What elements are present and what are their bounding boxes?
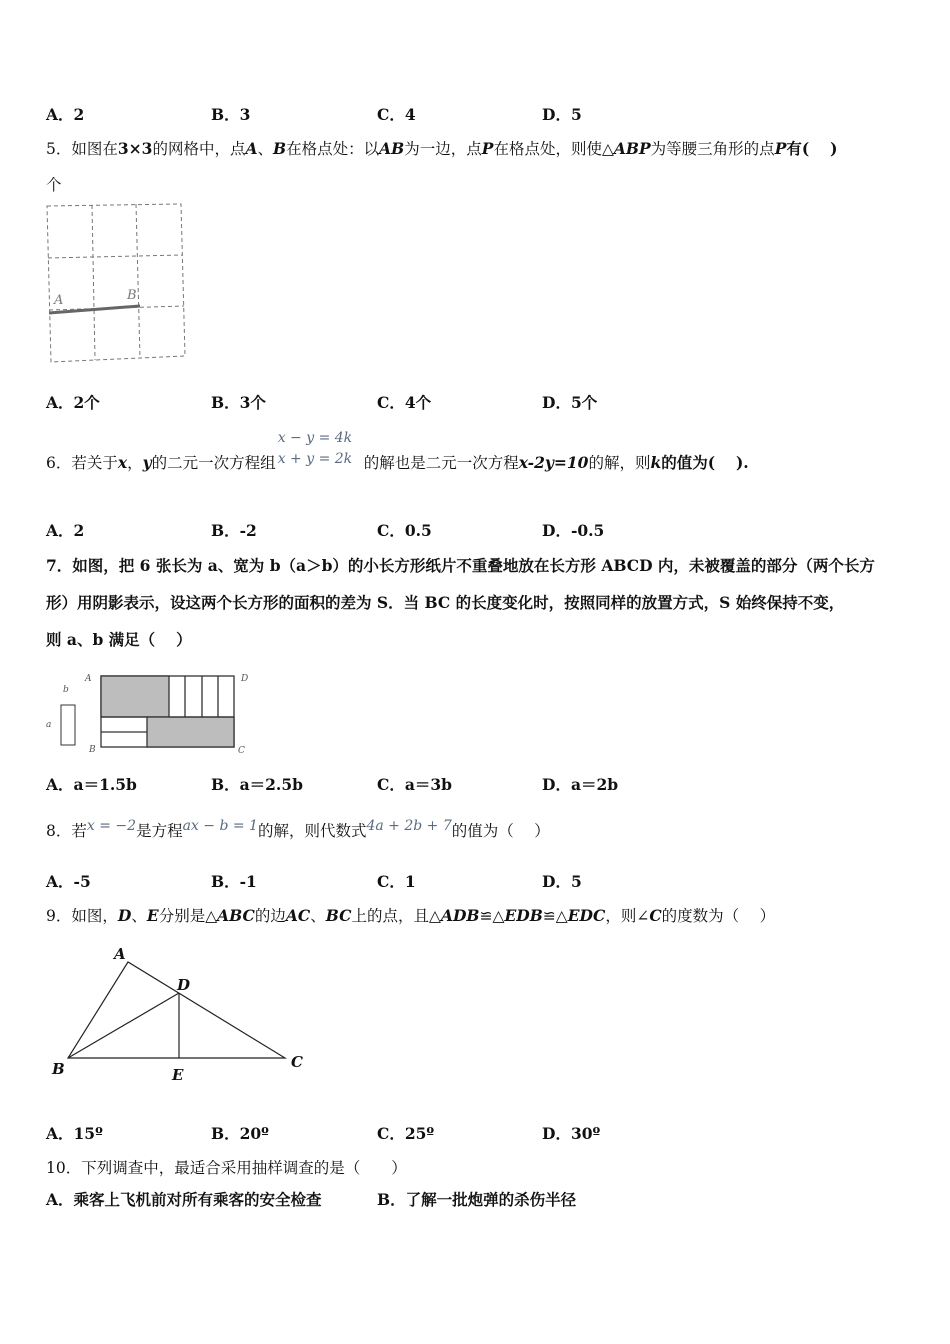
q5-option-d: D．5个 <box>542 393 598 412</box>
q5-var: B <box>273 139 287 158</box>
q8-equation-2: ax − b = 1 <box>182 818 258 834</box>
q7-rectangle-figure <box>40 665 260 760</box>
q6-option-c: C．0.5 <box>377 521 432 540</box>
label-d-corner: D <box>241 674 249 684</box>
q9-text: 、 <box>131 907 147 925</box>
label-e: E <box>172 1066 184 1084</box>
q8-option-a: A．-5 <box>46 872 91 891</box>
q9-var: D <box>117 906 132 925</box>
q7-question-line1: 7．如图，把 6 张长为 a、宽为 b（a＞b）的小长方形纸片不重叠地放在长方形 ABCD 内，未被覆盖的部分（两个长方 <box>46 556 875 575</box>
q8-text: 的值为（ ） <box>451 822 550 840</box>
q9-question <box>46 904 775 926</box>
q5-option-c: C．4个 <box>377 393 432 412</box>
q5-option-a: A．2个 <box>46 393 100 412</box>
q5-option-b: B．3个 <box>211 393 266 412</box>
q9-var: AC <box>285 906 311 925</box>
q6-option-a: A．2 <box>46 521 85 540</box>
q10-question: 10．下列调查中，最适合采用抽样调查的是（ ） <box>46 1159 407 1177</box>
q5-grid-figure <box>44 200 189 370</box>
q8-text: 的解，则代数式 <box>257 822 367 840</box>
q5-var: A <box>245 139 258 158</box>
q6-text: 的二元一次方程组 <box>151 454 276 472</box>
q9-text: 上的点，且△ <box>351 907 441 925</box>
q5-text: 有( ) <box>786 139 838 158</box>
q9-option-c: C．25º <box>377 1124 435 1143</box>
q6-text: 若关于 <box>71 454 118 472</box>
q9-var: C <box>649 906 662 925</box>
label-b-corner: B <box>89 745 96 755</box>
q9-text: 分别是△ <box>158 907 218 925</box>
q9-var: ABC <box>217 906 255 925</box>
q7-option-b: B．a＝2.5b <box>211 775 303 794</box>
q5-text: 的网格中，点 <box>152 140 246 158</box>
q5-grid: 3×3 <box>117 139 153 158</box>
q5-question-cont: 个 <box>46 176 62 194</box>
q5-number: 5． <box>46 140 72 158</box>
q6-equation: x-2y=10 <box>518 453 589 472</box>
q5-var: AB <box>379 139 405 158</box>
label-c: C <box>291 1053 303 1071</box>
q9-text: 如图， <box>71 907 118 925</box>
q9-text: 、 <box>310 907 326 925</box>
q9-var: BC <box>325 906 352 925</box>
q6-question <box>46 430 749 473</box>
q8-option-c: C．1 <box>377 872 416 891</box>
label-a: A <box>114 945 126 963</box>
q9-text: ，则∠ <box>605 907 650 925</box>
q6-option-d: D．-0.5 <box>542 521 605 540</box>
q8-option-d: D．5 <box>542 872 582 891</box>
q5-text: 如图在 <box>71 140 118 158</box>
q7-option-c: C．a＝3b <box>377 775 453 794</box>
q9-var: EDB <box>504 906 543 925</box>
q10-option-a: A．乘客上飞机前对所有乘客的安全检查 <box>46 1190 322 1209</box>
q8-text: 是方程 <box>136 822 183 840</box>
q8-text: 若 <box>71 822 87 840</box>
label-a: A <box>54 293 64 308</box>
q8-equation-1: x = −2 <box>86 818 137 834</box>
q4-option-a: A．2 <box>46 105 85 124</box>
q9-text: ≌△ <box>479 907 505 925</box>
q5-question <box>46 137 837 159</box>
q7-question-line2: 形）用阴影表示，设这两个长方形的面积的差为 S．当 BC 的长度变化时，按照同样的放置方式，S 始终保持不变， <box>46 593 845 612</box>
q4-option-b: B．3 <box>211 105 251 124</box>
q7-option-d: D．a＝2b <box>542 775 619 794</box>
q5-text: 在格点处：以 <box>286 140 380 158</box>
q9-option-d: D．30º <box>542 1124 601 1143</box>
q7-question-line3: 则 a、b 满足（ ） <box>46 630 192 649</box>
q5-text: 在格点处，则使△ <box>493 140 614 158</box>
q5-var: P <box>481 139 494 158</box>
q6-text: 的解也是二元一次方程 <box>363 454 519 472</box>
q5-text: 为一边，点 <box>404 140 482 158</box>
q9-option-b: B．20º <box>211 1124 269 1143</box>
q6-text: ， <box>127 454 143 472</box>
q9-var: E <box>146 906 159 925</box>
q4-option-d: D．5 <box>542 105 582 124</box>
q6-option-b: B．-2 <box>211 521 257 540</box>
equation-system <box>276 430 364 472</box>
q9-text: ≌△ <box>542 907 568 925</box>
equation-1: x − y = 4k <box>277 430 353 446</box>
q8-question <box>46 819 550 841</box>
label-b: b <box>63 685 69 695</box>
q5-text: 、 <box>257 140 274 158</box>
q8-expression: 4a + 2b + 7 <box>366 818 452 834</box>
label-b: B <box>52 1060 65 1078</box>
q9-number: 9． <box>46 907 72 925</box>
q6-text: 的值为( ). <box>661 453 749 472</box>
label-c-corner: C <box>238 746 245 756</box>
q8-option-b: B．-1 <box>211 872 257 891</box>
q9-option-a: A．15º <box>46 1124 103 1143</box>
q6-number: 6． <box>46 454 72 472</box>
label-d: D <box>177 976 191 994</box>
q6-var: y <box>142 453 152 472</box>
label-a-corner: A <box>85 674 92 684</box>
q10-option-b: B．了解一批炮弹的杀伤半径 <box>377 1190 577 1209</box>
q9-text: 的边 <box>254 907 286 925</box>
label-b: B <box>127 288 137 303</box>
q9-triangle-figure <box>45 940 315 1085</box>
q5-text: 为等腰三角形的点 <box>650 140 775 158</box>
q6-var: k <box>650 453 662 472</box>
q9-text: 的度数为（ ） <box>661 907 776 925</box>
q9-var: EDC <box>567 906 606 925</box>
q7-option-a: A．a＝1.5b <box>46 775 137 794</box>
equation-2: x + y = 2k <box>277 451 353 467</box>
q5-var: ABP <box>613 139 651 158</box>
label-a: a <box>46 720 52 730</box>
q5-var: P <box>774 139 787 158</box>
q6-var: x <box>117 453 128 472</box>
q8-number: 8． <box>46 822 72 840</box>
q6-text: 的解，则 <box>588 454 651 472</box>
q4-option-c: C．4 <box>377 105 416 124</box>
q9-var: ADB <box>440 906 480 925</box>
